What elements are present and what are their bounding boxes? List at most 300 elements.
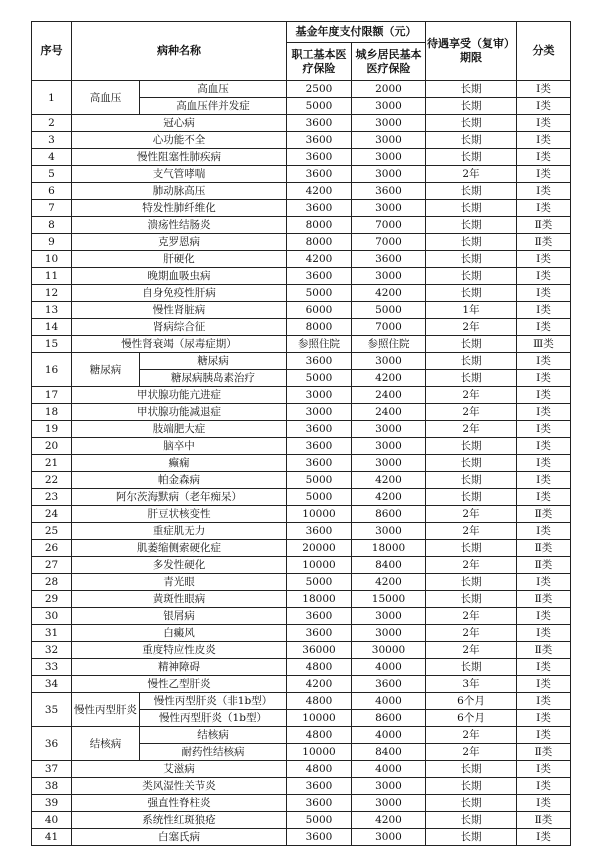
- category: Ⅰ类: [517, 404, 571, 421]
- period: 2年: [426, 727, 517, 744]
- disease-group: 结核病: [72, 727, 140, 761]
- period: 长期: [426, 540, 517, 557]
- disease-name: 精神障碍: [72, 659, 287, 676]
- category: Ⅰ类: [517, 455, 571, 472]
- category: Ⅱ类: [517, 812, 571, 829]
- table-row: [32, 795, 571, 812]
- resident-limit: 2400: [352, 387, 426, 404]
- disease-name: 阿尔茨海默病（老年痴呆）: [72, 489, 287, 506]
- employee-limit: 5000: [287, 98, 352, 115]
- disease-name: 特发性肺纤维化: [72, 200, 287, 217]
- table-row: [32, 574, 571, 591]
- table-row: [32, 251, 571, 268]
- resident-limit: 7000: [352, 319, 426, 336]
- table-row: [32, 506, 571, 523]
- table-row: [32, 761, 571, 778]
- disease-name: 肝硬化: [72, 251, 287, 268]
- row-number: 13: [32, 302, 72, 319]
- resident-limit: 3000: [352, 523, 426, 540]
- employee-limit: 5000: [287, 574, 352, 591]
- row-number: 9: [32, 234, 72, 251]
- category: Ⅰ类: [517, 608, 571, 625]
- table-row: [32, 166, 571, 183]
- employee-limit: 4800: [287, 693, 352, 710]
- disease-name: 耐药性结核病: [140, 744, 287, 761]
- category: Ⅰ类: [517, 659, 571, 676]
- row-number: 39: [32, 795, 72, 812]
- col-resident-header: 城乡居民基本医疗保险: [352, 43, 426, 81]
- category: Ⅱ类: [517, 506, 571, 523]
- row-number: 19: [32, 421, 72, 438]
- row-number: 5: [32, 166, 72, 183]
- period: 2年: [426, 608, 517, 625]
- row-number: 27: [32, 557, 72, 574]
- table-row: [32, 455, 571, 472]
- category: Ⅰ类: [517, 795, 571, 812]
- resident-limit: 8400: [352, 557, 426, 574]
- row-number: 16: [32, 353, 72, 387]
- category: Ⅰ类: [517, 166, 571, 183]
- disease-name: 甲状腺功能亢进症: [72, 387, 287, 404]
- disease-name: 重度特应性皮炎: [72, 642, 287, 659]
- category: Ⅰ类: [517, 574, 571, 591]
- disease-name: 结核病: [140, 727, 287, 744]
- resident-limit: 4200: [352, 574, 426, 591]
- row-number: 26: [32, 540, 72, 557]
- category: Ⅰ类: [517, 183, 571, 200]
- period: 长期: [426, 591, 517, 608]
- row-number: 7: [32, 200, 72, 217]
- employee-limit: 3600: [287, 829, 352, 846]
- category: Ⅱ类: [517, 744, 571, 761]
- table-row: [32, 523, 571, 540]
- disease-name: 慢性丙型肝炎（1b型）: [140, 710, 287, 727]
- category: Ⅱ类: [517, 591, 571, 608]
- period: 2年: [426, 319, 517, 336]
- category: Ⅰ类: [517, 387, 571, 404]
- table-row: [32, 302, 571, 319]
- table-row: [32, 268, 571, 285]
- resident-limit: 8600: [352, 506, 426, 523]
- employee-limit: 3000: [287, 387, 352, 404]
- period: 长期: [426, 149, 517, 166]
- category: Ⅱ类: [517, 540, 571, 557]
- row-number: 6: [32, 183, 72, 200]
- disease-name: 白癜风: [72, 625, 287, 642]
- period: 2年: [426, 642, 517, 659]
- disease-name: 心功能不全: [72, 132, 287, 149]
- table-row: [32, 693, 571, 710]
- period: 3年: [426, 676, 517, 693]
- row-number: 17: [32, 387, 72, 404]
- disease-name: 糖尿病胰岛素治疗: [140, 370, 287, 387]
- employee-limit: 参照住院: [287, 336, 352, 353]
- table-row: [32, 285, 571, 302]
- row-number: 3: [32, 132, 72, 149]
- employee-limit: 3600: [287, 608, 352, 625]
- category: Ⅰ类: [517, 710, 571, 727]
- period: 2年: [426, 404, 517, 421]
- row-number: 37: [32, 761, 72, 778]
- disease-name: 白塞氏病: [72, 829, 287, 846]
- category: Ⅰ类: [517, 81, 571, 98]
- row-number: 22: [32, 472, 72, 489]
- employee-limit: 3600: [287, 625, 352, 642]
- row-number: 25: [32, 523, 72, 540]
- row-number: 31: [32, 625, 72, 642]
- row-number: 2: [32, 115, 72, 132]
- row-number: 40: [32, 812, 72, 829]
- employee-limit: 2500: [287, 81, 352, 98]
- table-row: [32, 608, 571, 625]
- disease-name: 肢端肥大症: [72, 421, 287, 438]
- resident-limit: 15000: [352, 591, 426, 608]
- resident-limit: 3600: [352, 676, 426, 693]
- period: 长期: [426, 336, 517, 353]
- table-row: [32, 727, 571, 744]
- disease-name: 支气管哮喘: [72, 166, 287, 183]
- table-row: [32, 829, 571, 846]
- category: Ⅰ类: [517, 829, 571, 846]
- col-no-header: 序号: [32, 22, 72, 81]
- period: 长期: [426, 574, 517, 591]
- period: 长期: [426, 183, 517, 200]
- table-row: [32, 404, 571, 421]
- disease-name: 自身免疫性肝病: [72, 285, 287, 302]
- period: 长期: [426, 115, 517, 132]
- resident-limit: 4000: [352, 659, 426, 676]
- period: 长期: [426, 472, 517, 489]
- period: 长期: [426, 285, 517, 302]
- employee-limit: 18000: [287, 591, 352, 608]
- category: Ⅰ类: [517, 251, 571, 268]
- resident-limit: 30000: [352, 642, 426, 659]
- employee-limit: 3600: [287, 115, 352, 132]
- table-row: [32, 183, 571, 200]
- category: Ⅰ类: [517, 370, 571, 387]
- employee-limit: 4800: [287, 659, 352, 676]
- resident-limit: 7000: [352, 217, 426, 234]
- disease-name: 慢性乙型肝炎: [72, 676, 287, 693]
- category: Ⅱ类: [517, 642, 571, 659]
- table-header: [32, 22, 571, 81]
- disease-name: 慢性丙型肝炎（非1b型）: [140, 693, 287, 710]
- resident-limit: 2000: [352, 81, 426, 98]
- disease-name: 克罗恩病: [72, 234, 287, 251]
- period: 长期: [426, 812, 517, 829]
- category: Ⅰ类: [517, 676, 571, 693]
- table-body: [32, 81, 571, 846]
- row-number: 1: [32, 81, 72, 115]
- period: 2年: [426, 387, 517, 404]
- period: 2年: [426, 523, 517, 540]
- col-period-header: 待遇享受（复审）期限: [426, 22, 517, 81]
- period: 2年: [426, 557, 517, 574]
- table-row: [32, 625, 571, 642]
- row-number: 33: [32, 659, 72, 676]
- disease-name: 系统性红斑狼疮: [72, 812, 287, 829]
- table-row: [32, 778, 571, 795]
- disease-name: 肝豆状核变性: [72, 506, 287, 523]
- table-row: [32, 557, 571, 574]
- resident-limit: 3000: [352, 455, 426, 472]
- employee-limit: 3600: [287, 353, 352, 370]
- employee-limit: 20000: [287, 540, 352, 557]
- category: Ⅰ类: [517, 98, 571, 115]
- resident-limit: 3000: [352, 625, 426, 642]
- resident-limit: 4200: [352, 812, 426, 829]
- disease-name: 艾滋病: [72, 761, 287, 778]
- disease-group: 高血压: [72, 81, 140, 115]
- period: 长期: [426, 132, 517, 149]
- table-row: [32, 472, 571, 489]
- disease-name: 慢性阻塞性肺疾病: [72, 149, 287, 166]
- col-fund-header: 基金年度支付限额（元）: [287, 22, 426, 43]
- category: Ⅰ类: [517, 353, 571, 370]
- table-row: [32, 421, 571, 438]
- employee-limit: 3600: [287, 268, 352, 285]
- employee-limit: 4200: [287, 183, 352, 200]
- employee-limit: 3000: [287, 404, 352, 421]
- period: 6个月: [426, 710, 517, 727]
- table-row: [32, 540, 571, 557]
- employee-limit: 4200: [287, 251, 352, 268]
- period: 长期: [426, 659, 517, 676]
- resident-limit: 8400: [352, 744, 426, 761]
- row-number: 11: [32, 268, 72, 285]
- resident-limit: 3000: [352, 829, 426, 846]
- resident-limit: 3000: [352, 438, 426, 455]
- row-number: 18: [32, 404, 72, 421]
- employee-limit: 10000: [287, 557, 352, 574]
- category: Ⅱ类: [517, 217, 571, 234]
- period: 长期: [426, 829, 517, 846]
- resident-limit: 3000: [352, 421, 426, 438]
- table-row: [32, 115, 571, 132]
- category: Ⅰ类: [517, 115, 571, 132]
- disease-name: 冠心病: [72, 115, 287, 132]
- resident-limit: 3000: [352, 166, 426, 183]
- resident-limit: 3000: [352, 149, 426, 166]
- row-number: 24: [32, 506, 72, 523]
- resident-limit: 4200: [352, 370, 426, 387]
- category: Ⅰ类: [517, 761, 571, 778]
- employee-limit: 5000: [287, 472, 352, 489]
- category: Ⅰ类: [517, 302, 571, 319]
- row-number: 12: [32, 285, 72, 302]
- disease-name: 强直性脊柱炎: [72, 795, 287, 812]
- row-number: 35: [32, 693, 72, 727]
- disease-name: 慢性肾衰竭（尿毒症期）: [72, 336, 287, 353]
- resident-limit: 2400: [352, 404, 426, 421]
- disease-name: 肌萎缩侧索硬化症: [72, 540, 287, 557]
- employee-limit: 3600: [287, 523, 352, 540]
- row-number: 41: [32, 829, 72, 846]
- period: 长期: [426, 438, 517, 455]
- employee-limit: 6000: [287, 302, 352, 319]
- employee-limit: 3600: [287, 200, 352, 217]
- disease-group: 糖尿病: [72, 353, 140, 387]
- category: Ⅲ类: [517, 336, 571, 353]
- resident-limit: 3000: [352, 132, 426, 149]
- period: 长期: [426, 489, 517, 506]
- employee-limit: 8000: [287, 217, 352, 234]
- disease-name: 银屑病: [72, 608, 287, 625]
- period: 长期: [426, 370, 517, 387]
- category: Ⅰ类: [517, 727, 571, 744]
- category: Ⅱ类: [517, 234, 571, 251]
- table-row: [32, 659, 571, 676]
- disease-name: 肺动脉高压: [72, 183, 287, 200]
- table-row: [32, 336, 571, 353]
- resident-limit: 4000: [352, 761, 426, 778]
- employee-limit: 8000: [287, 319, 352, 336]
- category: Ⅰ类: [517, 421, 571, 438]
- employee-limit: 4800: [287, 727, 352, 744]
- disease-name: 脑卒中: [72, 438, 287, 455]
- disease-name: 糖尿病: [140, 353, 287, 370]
- category: Ⅱ类: [517, 557, 571, 574]
- period: 长期: [426, 795, 517, 812]
- period: 2年: [426, 166, 517, 183]
- row-number: 38: [32, 778, 72, 795]
- table-row: [32, 200, 571, 217]
- resident-limit: 3000: [352, 778, 426, 795]
- resident-limit: 3600: [352, 251, 426, 268]
- category: Ⅰ类: [517, 285, 571, 302]
- table-row: [32, 438, 571, 455]
- col-disease-header: 病种名称: [72, 22, 287, 81]
- employee-limit: 4200: [287, 676, 352, 693]
- disease-name: 晚期血吸虫病: [72, 268, 287, 285]
- resident-limit: 7000: [352, 234, 426, 251]
- period: 2年: [426, 744, 517, 761]
- employee-limit: 5000: [287, 370, 352, 387]
- resident-limit: 18000: [352, 540, 426, 557]
- period: 长期: [426, 778, 517, 795]
- resident-limit: 3000: [352, 98, 426, 115]
- resident-limit: 4200: [352, 472, 426, 489]
- employee-limit: 4800: [287, 761, 352, 778]
- disease-name: 重症肌无力: [72, 523, 287, 540]
- employee-limit: 36000: [287, 642, 352, 659]
- period: 2年: [426, 506, 517, 523]
- row-number: 21: [32, 455, 72, 472]
- employee-limit: 3600: [287, 149, 352, 166]
- period: 长期: [426, 81, 517, 98]
- resident-limit: 4000: [352, 727, 426, 744]
- period: 6个月: [426, 693, 517, 710]
- resident-limit: 参照住院: [352, 336, 426, 353]
- row-number: 32: [32, 642, 72, 659]
- table-row: [32, 676, 571, 693]
- employee-limit: 5000: [287, 285, 352, 302]
- row-number: 10: [32, 251, 72, 268]
- period: 长期: [426, 353, 517, 370]
- period: 长期: [426, 217, 517, 234]
- resident-limit: 3000: [352, 268, 426, 285]
- resident-limit: 3000: [352, 608, 426, 625]
- employee-limit: 3600: [287, 421, 352, 438]
- resident-limit: 3000: [352, 200, 426, 217]
- disease-name: 高血压: [140, 81, 287, 98]
- category: Ⅰ类: [517, 523, 571, 540]
- employee-limit: 3600: [287, 455, 352, 472]
- category: Ⅰ类: [517, 149, 571, 166]
- employee-limit: 3600: [287, 438, 352, 455]
- category: Ⅰ类: [517, 778, 571, 795]
- resident-limit: 4200: [352, 285, 426, 302]
- employee-limit: 3600: [287, 166, 352, 183]
- period: 长期: [426, 761, 517, 778]
- period: 长期: [426, 200, 517, 217]
- category: Ⅰ类: [517, 489, 571, 506]
- row-number: 4: [32, 149, 72, 166]
- resident-limit: 8600: [352, 710, 426, 727]
- table-row: [32, 319, 571, 336]
- employee-limit: 10000: [287, 710, 352, 727]
- disease-group: 慢性丙型肝炎: [72, 693, 140, 727]
- disease-name: 溃疡性结肠炎: [72, 217, 287, 234]
- period: 长期: [426, 455, 517, 472]
- disease-name: 高血压伴并发症: [140, 98, 287, 115]
- disease-name: 青光眼: [72, 574, 287, 591]
- employee-limit: 8000: [287, 234, 352, 251]
- category: Ⅰ类: [517, 132, 571, 149]
- table-row: [32, 132, 571, 149]
- employee-limit: 3600: [287, 778, 352, 795]
- row-number: 30: [32, 608, 72, 625]
- table-row: [32, 642, 571, 659]
- period: 2年: [426, 625, 517, 642]
- disease-name: 黄斑性眼病: [72, 591, 287, 608]
- disease-name: 肾病综合征: [72, 319, 287, 336]
- resident-limit: 4200: [352, 489, 426, 506]
- disease-name: 甲状腺功能减退症: [72, 404, 287, 421]
- category: Ⅰ类: [517, 693, 571, 710]
- row-number: 23: [32, 489, 72, 506]
- disease-name: 多发性硬化: [72, 557, 287, 574]
- row-number: 15: [32, 336, 72, 353]
- period: 2年: [426, 421, 517, 438]
- col-employee-header: 职工基本医疗保险: [287, 43, 352, 81]
- table-row: [32, 353, 571, 370]
- row-number: 34: [32, 676, 72, 693]
- table-row: [32, 591, 571, 608]
- disease-name: 癫痫: [72, 455, 287, 472]
- col-category-header: 分类: [517, 22, 571, 81]
- period: 1年: [426, 302, 517, 319]
- period: 长期: [426, 251, 517, 268]
- employee-limit: 3600: [287, 795, 352, 812]
- disease-name: 帕金森病: [72, 472, 287, 489]
- resident-limit: 3000: [352, 795, 426, 812]
- employee-limit: 10000: [287, 744, 352, 761]
- row-number: 28: [32, 574, 72, 591]
- category: Ⅰ类: [517, 625, 571, 642]
- period: 长期: [426, 98, 517, 115]
- resident-limit: 3000: [352, 115, 426, 132]
- table-row: [32, 387, 571, 404]
- row-number: 36: [32, 727, 72, 761]
- table-row: [32, 217, 571, 234]
- resident-limit: 3600: [352, 183, 426, 200]
- table-row: [32, 149, 571, 166]
- category: Ⅰ类: [517, 268, 571, 285]
- table-row: [32, 812, 571, 829]
- table-row: [32, 489, 571, 506]
- table-row: [32, 81, 571, 98]
